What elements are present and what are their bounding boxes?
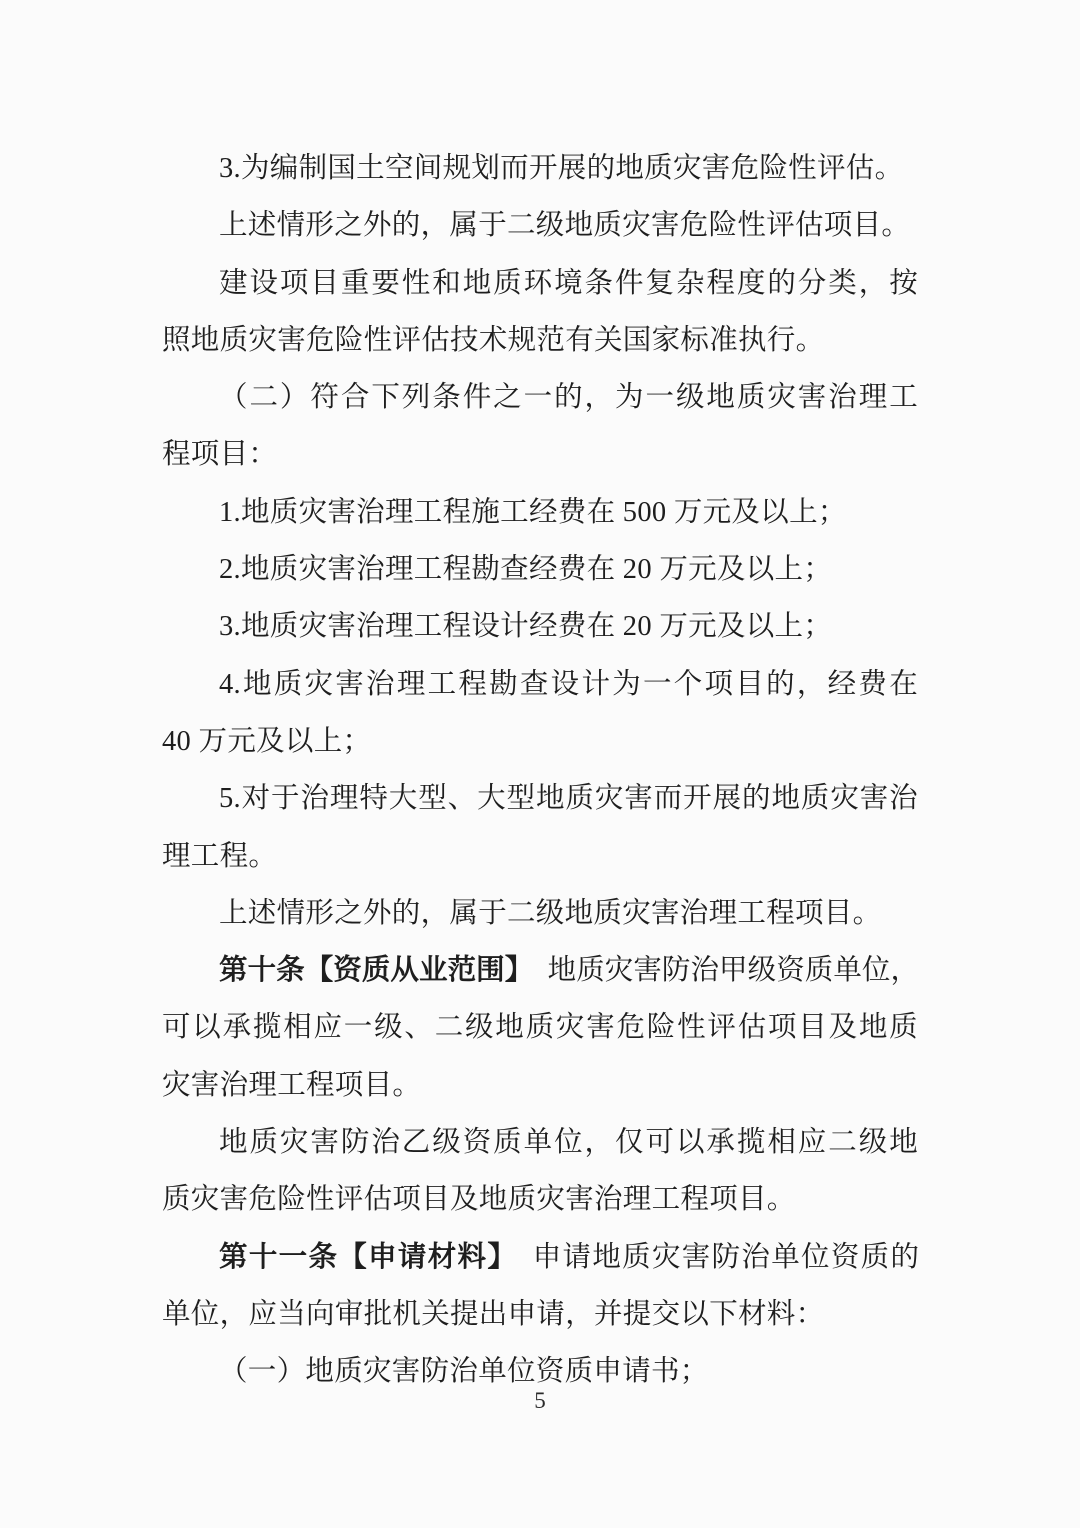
article-10-text: 地质灾害防治甲级资质单位， [519,955,918,987]
doc-line: 上述情形之外的，属于二级地质灾害危险性评估项目。 [219,210,911,242]
article-11-text: 申请地质灾害防治单位资质的 [502,1241,918,1273]
doc-line: 质灾害危险性评估项目及地质灾害治理工程项目。 [162,1184,796,1216]
doc-line doc-list-item: 2.地质灾害治理工程勘查经费在 20 万元及以上； [219,554,833,586]
doc-line doc-list-item: 5.对于治理特大型、大型地质灾害而开展的地质灾害治 [219,783,918,815]
doc-line article-11-line [162,1229,918,1286]
doc-line: 建设项目重要性和地质环境条件复杂程度的分类，按 [219,267,918,299]
document-body [162,140,918,1401]
doc-line: （一）地质灾害防治单位资质申请书； [219,1356,709,1388]
doc-line: 单位，应当向审批机关提出申请，并提交以下材料： [162,1298,825,1330]
doc-line: 理工程。 [162,840,278,872]
doc-line: 可以承揽相应一级、二级地质灾害危险性评估项目及地质 [162,1012,918,1044]
doc-line: 照地质灾害危险性评估技术规范有关国家标准执行。 [162,324,825,356]
doc-line: 地质灾害防治乙级资质单位，仅可以承揽相应二级地 [219,1127,918,1159]
doc-line doc-list-item: 3.地质灾害治理工程设计经费在 20 万元及以上； [219,611,833,643]
doc-line article-10-line [162,942,918,999]
doc-line: 灾害治理工程项目。 [162,1069,422,1101]
article-10-heading: 第十条【资质从业范围】 [219,954,520,987]
doc-line: 3.为编制国土空间规划而开展的地质灾害危险性评估。 [219,153,904,184]
article-11-heading: 第十一条【申请材料】 [219,1240,503,1273]
doc-line: 40 万元及以上； [162,725,372,757]
doc-line: 上述情形之外的，属于二级地质灾害治理工程项目。 [219,897,882,929]
doc-line doc-list-item: 1.地质灾害治理工程施工经费在 500 万元及以上； [219,496,847,528]
doc-line doc-list-item: 4.地质灾害治理工程勘查设计为一个项目的，经费在 [219,668,918,700]
doc-line: （二）符合下列条件之一的，为一级地质灾害治理工 [219,382,918,414]
page-number: 5 [534,1388,546,1413]
doc-line: 程项目： [162,439,278,471]
